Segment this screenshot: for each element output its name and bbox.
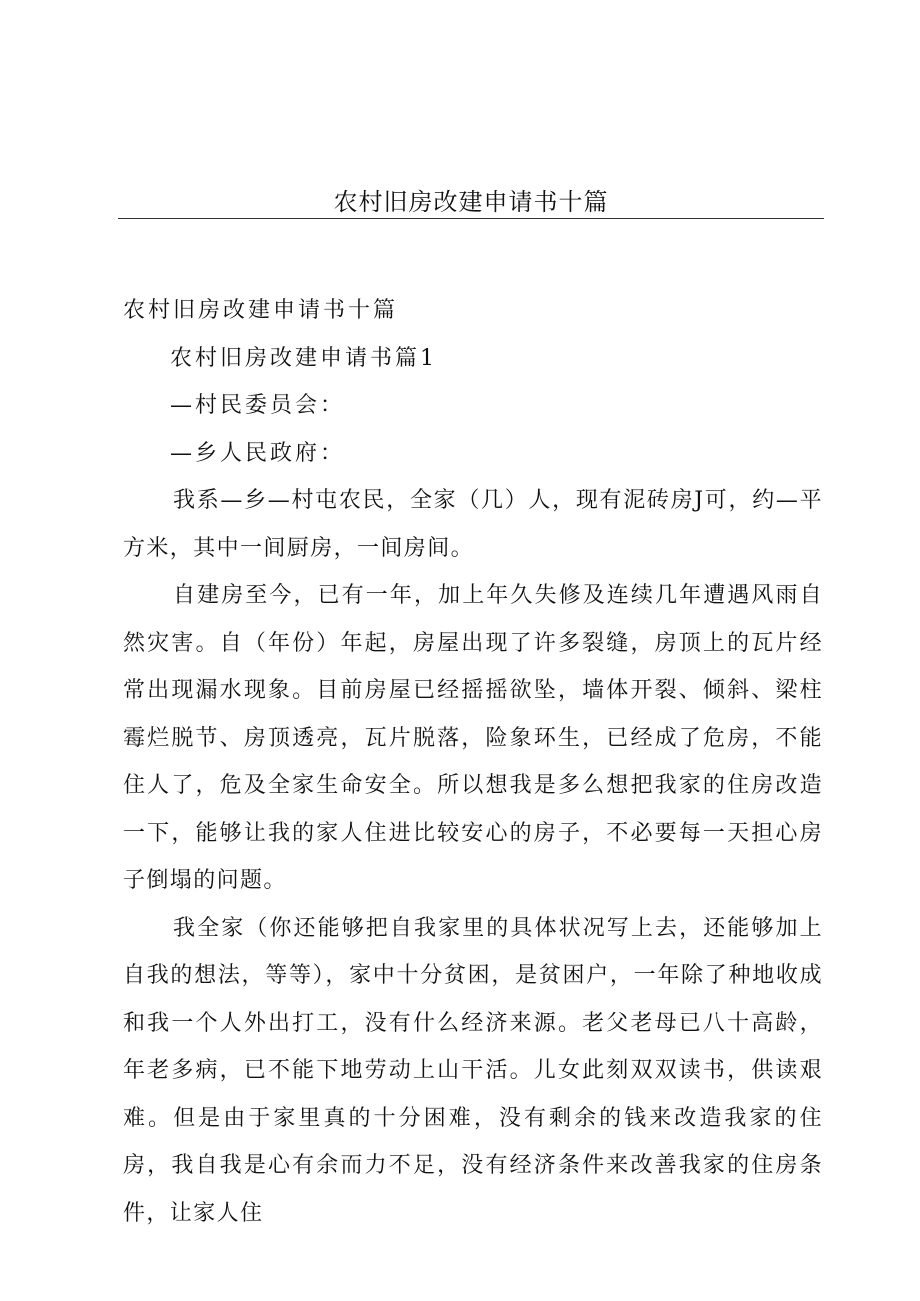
page-header-title: 农村旧房改建申请书十篇: [333, 188, 609, 216]
document-body: [123, 287, 823, 1237]
document-title: 农村旧房改建申请书十篇: [123, 298, 399, 323]
paragraph-1: 我系—乡—村屯农民，全家（几）人，现有泥砖房J可，约—平方米，其中一间厨房，一间房间。: [123, 488, 823, 561]
recipient-township-government: —乡人民政府：: [170, 440, 346, 466]
paragraph-3: 我全家（你还能够把自我家里的具体状况写上去，还能够加上自我的想法，等等），家中十分贫困，是贫困户，一年除了种地收成和我一个人外出打工，没有什么经济来源。老父老母已八十高龄，年老多病，已不能下地劳动上山干活。儿女此刻双双读书，供读艰难。但是由于家里真的十分困难，没有剩余的钱来改造我家的住房，我自我是心有余而力不足，没有经济条件来改善我家的住房条件，让家人住: [123, 915, 823, 1226]
section-title: 农村旧房改建申请书篇1: [170, 345, 437, 371]
recipient-village-committee: —村民委员会：: [170, 393, 346, 418]
header-divider: [118, 218, 824, 219]
paragraph-2: 自建房至今，已有一年，加上年久失修及连续几年遭遇风雨自然灾害。自（年份）年起，房屋出现了许多裂缝，房顶上的瓦片经常出现漏水现象。目前房屋已经摇摇欲坠，墙体开裂、倾斜、梁柱霉烂脱节、房顶透亮，瓦片脱落，险象环生，已经成了危房，不能住人了，危及全家生命安全。所以想我是多么想把我家的住房改造一下，能够让我的家人住进比较安心的房子，不必要每一天担心房子倒塌的问题。: [123, 583, 823, 893]
